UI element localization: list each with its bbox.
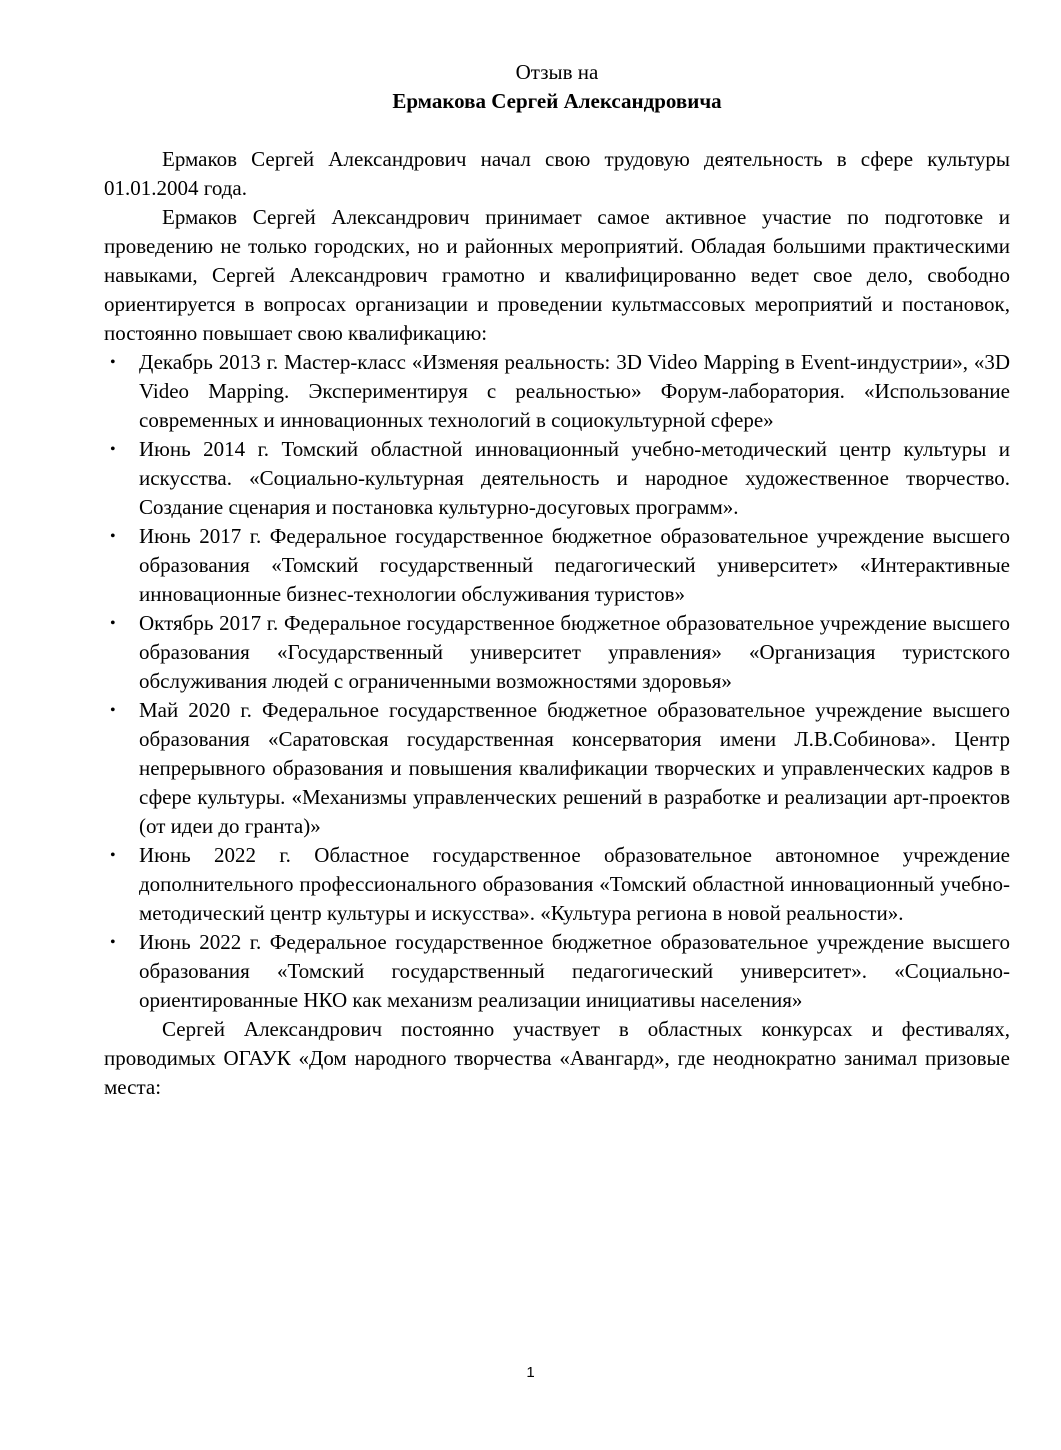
list-item-text: Декабрь 2013 г. Мастер-класс «Изменяя реальность: 3D Video Mapping в Event-индустрии», «3D Video Mapping. Экспериментируя с реальностью» Форум-лаборатория. «Использование современных и инновационных технологий в социокультурной сфере» [139, 350, 1010, 432]
document-title: Отзыв на [515, 60, 599, 84]
bullet-icon: • [110, 934, 116, 951]
document-page [104, 58, 1010, 1102]
title-spacer [104, 116, 1010, 145]
list-item [104, 696, 1010, 841]
list-item [104, 348, 1010, 435]
list-item [104, 609, 1010, 696]
bullet-icon: • [110, 847, 116, 864]
list-item-text: Июнь 2014 г. Томский областной инновационный учебно-методический центр культуры и искусства. «Социально-культурная деятельность и народное художественное творчество. Создание сценария и постановка культурно-досуговых программ». [139, 437, 1010, 519]
list-item [104, 928, 1010, 1015]
list-item [104, 522, 1010, 609]
list-item [104, 435, 1010, 522]
list-item-text: Июнь 2017 г. Федеральное государственное бюджетное образовательное учреждение высшего образования «Томский государственный педагогический университет» «Интерактивные инновационные бизнес-технологии обслуживания туристов» [139, 524, 1010, 606]
list-item-text: Май 2020 г. Федеральное государственное бюджетное образовательное учреждение высшего образования «Саратовская государственная консерватория имени Л.В.Собинова». Центр непрерывного образования и повышения квалификации творческих и управленческих кадров в сфере культуры. «Механизмы управленческих решений в разработке и реализации арт-проектов (от идеи до гранта)» [139, 698, 1010, 838]
bullet-icon: • [110, 615, 116, 632]
list-item-text: Июнь 2022 г. Федеральное государственное бюджетное образовательное учреждение высшего образования «Томский государственный педагогический университет». «Социально-ориентированные НКО как механизм реализации инициативы населения» [139, 930, 1010, 1012]
intro-paragraph-career-start: Ермаков Сергей Александрович начал свою трудовую деятельность в сфере культуры 01.01.2004 года. [104, 147, 1010, 200]
bullet-icon: • [110, 702, 116, 719]
list-item-text: Июнь 2022 г. Областное государственное образовательное автономное учреждение дополнительного профессионального образования «Томский областной инновационный учебно-методический центр культуры и искусства». «Культура региона в новой реальности». [139, 843, 1010, 925]
courses-list [104, 348, 1010, 1015]
list-item [104, 841, 1010, 928]
bullet-icon: • [110, 528, 116, 545]
document-subject-name: Ермакова Сергей Александровича [392, 89, 722, 113]
bullet-icon: • [110, 441, 116, 458]
bullet-icon: • [110, 354, 116, 371]
intro-paragraph-participation: Ермаков Сергей Александрович принимает самое активное участие по подготовке и проведению не только городских, но и районных мероприятий. Обладая большими практическими навыками, Сергей Александрович грамотно и квалифицированно ведет свое дело, свободно ориентируется в вопросах организации и проведении культмассовых мероприятий и постановок, постоянно повышает свою квалификацию: [104, 205, 1010, 345]
closing-paragraph: Сергей Александрович постоянно участвует в областных конкурсах и фестивалях, проводимых ОГАУК «Дом народного творчества «Авангард», где неоднократно занимал призовые места: [104, 1017, 1010, 1099]
page-number: 1 [526, 1364, 535, 1381]
list-item-text: Октябрь 2017 г. Федеральное государственное бюджетное образовательное учреждение высшего образования «Государственный университет управления» «Организация туристского обслуживания людей с ограниченными возможностями здоровья» [139, 611, 1010, 693]
